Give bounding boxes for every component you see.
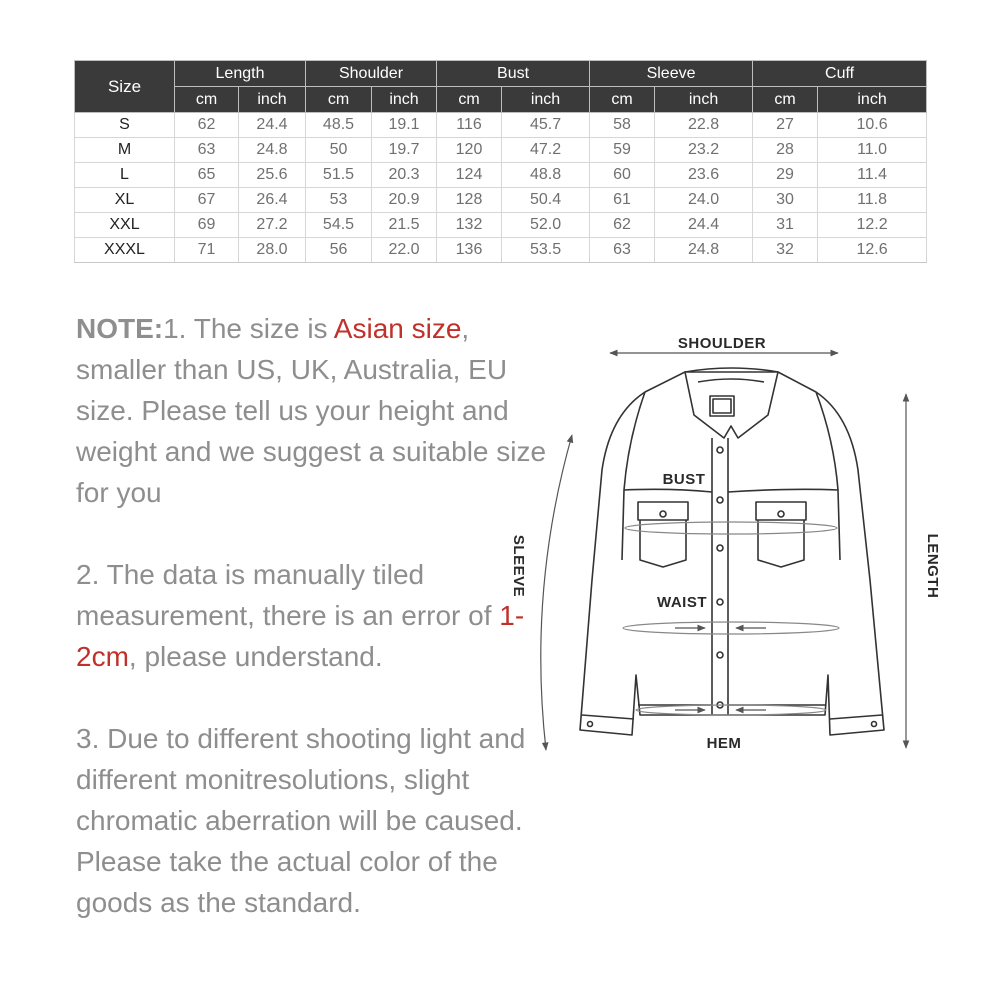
table-row [75,138,927,163]
measurement-cell: 24.8 [655,238,753,263]
note-3-text: 3. Due to different shooting light and different monitresolutions, slight chromatic aberration will be caused. Please take the actual color of the goods as the standard. [76,723,526,918]
length-header: Length [175,61,306,87]
size-cell: XL [75,188,175,213]
unit-header: cm [437,87,502,113]
size-cell: XXL [75,213,175,238]
measurement-cell: 24.4 [239,113,306,138]
size-cell: M [75,138,175,163]
measurement-cell: 65 [175,163,239,188]
measurement-cell: 28.0 [239,238,306,263]
length-label: LENGTH [924,533,941,599]
measurement-cell: 24.4 [655,213,753,238]
measurement-cell: 53.5 [502,238,590,263]
note-3 [76,718,556,923]
table-group-header-row [75,61,927,87]
unit-header: cm [306,87,372,113]
shoulder-header: Shoulder [306,61,437,87]
note-2-text-rest: , please understand. [128,641,383,672]
table-row [75,163,927,188]
measurement-cell: 124 [437,163,502,188]
size-cell: L [75,163,175,188]
notes-section [76,308,556,964]
measurement-cell: 62 [590,213,655,238]
measurement-cell: 51.5 [306,163,372,188]
error-range-highlight: 1-2cm [76,600,525,672]
size-chart-table [74,60,927,263]
table-row [75,213,927,238]
bust-label: BUST [662,471,706,488]
cuff-header: Cuff [753,61,927,87]
measurement-cell: 61 [590,188,655,213]
measurement-cell: 21.5 [372,213,437,238]
size-cell: S [75,113,175,138]
table-row [75,238,927,263]
measurement-cell: 20.9 [372,188,437,213]
measurement-cell: 24.8 [239,138,306,163]
note-1-text-rest: , smaller than US, UK, Australia, EU size. Please tell us your height and weight and we suggest a suitable size for you [76,313,547,508]
measurement-cell: 23.2 [655,138,753,163]
unit-header: cm [175,87,239,113]
measurement-cell: 45.7 [502,113,590,138]
note-1-text: 1. The size is [163,313,334,344]
measurement-cell: 52.0 [502,213,590,238]
unit-header: inch [372,87,437,113]
measurement-cell: 11.8 [818,188,927,213]
measurement-cell: 63 [590,238,655,263]
measurement-cell: 11.0 [818,138,927,163]
measurement-cell: 54.5 [306,213,372,238]
measurement-cell: 31 [753,213,818,238]
measurement-cell: 25.6 [239,163,306,188]
measurement-cell: 32 [753,238,818,263]
jacket-outline [580,368,884,735]
measurement-cell: 29 [753,163,818,188]
measurement-cell: 69 [175,213,239,238]
note-2-text: 2. The data is manually tiled measurement, there is an error of [76,559,500,631]
measurement-cell: 48.5 [306,113,372,138]
size-column-header: Size [75,61,175,113]
measurement-cell: 19.1 [372,113,437,138]
hem-label: HEM [706,735,742,752]
measurement-cell: 50 [306,138,372,163]
unit-header: inch [655,87,753,113]
note-2 [76,554,556,677]
measurement-cell: 132 [437,213,502,238]
measurement-cell: 53 [306,188,372,213]
measurement-cell: 71 [175,238,239,263]
measurement-cell: 26.4 [239,188,306,213]
measurement-cell: 23.6 [655,163,753,188]
waist-label: WAIST [657,594,707,611]
measurement-cell: 27 [753,113,818,138]
table-unit-header-row [75,87,927,113]
measurement-cell: 12.6 [818,238,927,263]
measurement-cell: 116 [437,113,502,138]
unit-header: cm [753,87,818,113]
measurement-cell: 136 [437,238,502,263]
unit-header: cm [590,87,655,113]
measurement-cell: 20.3 [372,163,437,188]
measurement-cell: 48.8 [502,163,590,188]
measurement-cell: 59 [590,138,655,163]
jacket-measurement-diagram [500,320,960,770]
table-row [75,188,927,213]
table-row [75,113,927,138]
measurement-cell: 19.7 [372,138,437,163]
measurement-cell: 60 [590,163,655,188]
asian-size-highlight: Asian size [333,313,462,344]
note-label: NOTE: [76,313,164,344]
unit-header: inch [239,87,306,113]
measurement-cell: 56 [306,238,372,263]
unit-header: inch [818,87,927,113]
measurement-cell: 11.4 [818,163,927,188]
measurement-cell: 128 [437,188,502,213]
measurement-cell: 30 [753,188,818,213]
measurement-cell: 12.2 [818,213,927,238]
measurement-cell: 67 [175,188,239,213]
unit-header: inch [502,87,590,113]
measurement-cell: 28 [753,138,818,163]
measurement-cell: 50.4 [502,188,590,213]
shoulder-label: SHOULDER [677,335,767,352]
note-1 [76,308,556,513]
measurement-cell: 10.6 [818,113,927,138]
measurement-cell: 120 [437,138,502,163]
measurement-cell: 63 [175,138,239,163]
measurement-cell: 62 [175,113,239,138]
bust-header: Bust [437,61,590,87]
measurement-cell: 22.0 [372,238,437,263]
measurement-cell: 27.2 [239,213,306,238]
measurement-cell: 47.2 [502,138,590,163]
size-cell: XXXL [75,238,175,263]
sleeve-header: Sleeve [590,61,753,87]
measurement-cell: 24.0 [655,188,753,213]
sleeve-label: SLEEVE [510,534,527,598]
measurement-cell: 22.8 [655,113,753,138]
measurement-cell: 58 [590,113,655,138]
